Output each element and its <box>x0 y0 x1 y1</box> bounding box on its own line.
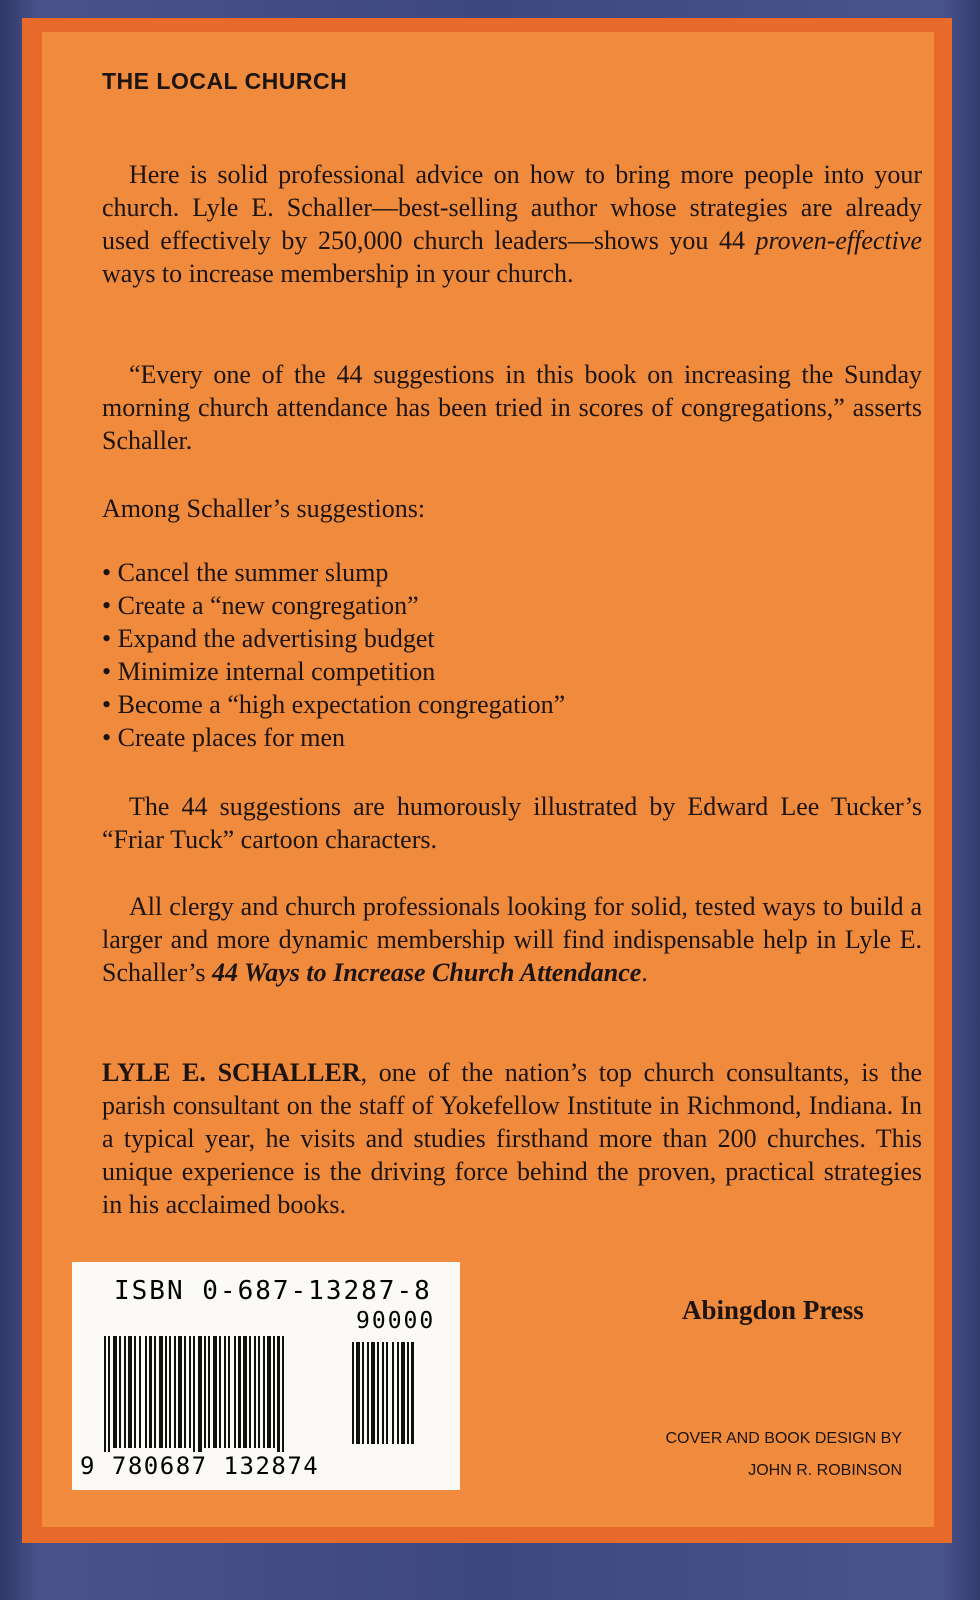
barcode-bar <box>184 1336 186 1448</box>
closing-text: All clergy and church professionals looking for solid, tested ways to build a larger and more dynamic membership will find indispensable help in Lyle E. Schaller’s <box>102 892 922 987</box>
author-bio-text: , one of the nation’s top church consultants, is the parish consultant on the staff of Yokefellow Institute in Richmond, Indiana. In a typical year, he visits and studies firsthand more than 200 churches. This unique experience is the driving force behind the proven, practical strategies in his acclaimed books. <box>102 1058 922 1219</box>
suggestions-list <box>102 556 922 754</box>
barcode-bar <box>356 1342 360 1444</box>
barcode-bar <box>371 1342 375 1444</box>
list-item: • Become a “high expectation congregation” <box>102 688 922 721</box>
author-bio <box>102 1056 922 1221</box>
barcode-bar <box>198 1336 202 1464</box>
barcode-bar <box>386 1342 388 1444</box>
barcode-bar <box>382 1342 384 1444</box>
design-credit: COVER AND BOOK DESIGN BY <box>665 1430 902 1447</box>
suggestions-intro: Among Schaller’s suggestions: <box>102 494 426 523</box>
list-item: • Create places for men <box>102 721 922 754</box>
barcode-bar <box>249 1336 251 1448</box>
ean-digits: 9 780687 132874 <box>80 1452 320 1480</box>
barcode-bar <box>169 1336 171 1448</box>
barcode-bar <box>219 1336 221 1448</box>
barcode-bar <box>165 1336 167 1448</box>
isbn-number: ISBN 0-687-13287-8 <box>114 1276 432 1306</box>
barcode-bar <box>258 1336 260 1448</box>
barcode-bar <box>124 1336 126 1448</box>
list-item: • Create a “new congregation” <box>102 589 922 622</box>
designer-name: JOHN R. ROBINSON <box>748 1462 902 1479</box>
barcode-bar <box>392 1342 394 1444</box>
barcode-bar <box>282 1336 284 1464</box>
barcode-bar <box>119 1336 121 1448</box>
barcode-bar <box>224 1336 226 1448</box>
author-name: LYLE E. SCHALLER <box>102 1058 361 1087</box>
list-item: • Cancel the summer slump <box>102 556 922 589</box>
barcode-bar <box>128 1336 132 1448</box>
barcode-bar <box>174 1336 176 1448</box>
barcode-label <box>72 1262 460 1490</box>
closing-text-end: . <box>641 958 648 987</box>
book-title: 44 Ways to Increase Church Attendance <box>212 958 642 987</box>
barcode-bar <box>159 1336 163 1448</box>
barcode-bar <box>254 1336 256 1448</box>
barcode-bar <box>189 1336 191 1448</box>
barcode-bar <box>113 1336 117 1448</box>
barcode-bar <box>267 1336 271 1448</box>
intro-emphasis: proven-effective <box>755 226 922 255</box>
barcode-bar <box>228 1336 230 1448</box>
barcode-bar <box>234 1336 236 1448</box>
barcode-bar <box>273 1336 275 1448</box>
barcode-bar <box>193 1336 195 1464</box>
barcode-bar <box>243 1336 247 1448</box>
closing-paragraph <box>102 890 922 989</box>
barcode-bar <box>139 1336 141 1448</box>
barcode-bar <box>134 1336 136 1448</box>
barcode-bar <box>238 1336 241 1448</box>
intro-text: Here is solid professional advice on how to bring more people into your church. Lyle E. Schaller—best-selling author whose strategies are already used effectively by 250,000 church leaders—shows you 44 <box>102 160 922 255</box>
barcode-bar <box>208 1336 210 1448</box>
series-heading: THE LOCAL CHURCH <box>102 68 348 94</box>
barcode-bar <box>401 1342 405 1444</box>
barcode-bar <box>362 1342 364 1444</box>
barcode-bar <box>108 1336 110 1464</box>
barcode-bar <box>178 1336 182 1448</box>
price-code: 90000 <box>356 1308 436 1334</box>
barcode-bar <box>397 1342 399 1444</box>
ean-barcode <box>104 1336 344 1466</box>
barcode-bar <box>377 1342 379 1444</box>
barcode-bar <box>263 1336 265 1448</box>
barcode-bar <box>367 1342 369 1444</box>
barcode-bar <box>411 1342 414 1444</box>
barcode-bar <box>213 1336 217 1448</box>
barcode-bar <box>154 1336 156 1448</box>
barcode-bar <box>352 1342 354 1444</box>
illustrations-paragraph: The 44 suggestions are humorously illustrated by Edward Lee Tucker’s “Friar Tuck” cartoon characters. <box>102 792 922 854</box>
list-item: • Minimize internal competition <box>102 655 922 688</box>
barcode-bar <box>145 1336 147 1448</box>
publisher-name: Abingdon Press <box>682 1295 864 1325</box>
price-barcode <box>352 1342 444 1460</box>
barcode-bar <box>149 1336 152 1448</box>
intro-paragraph <box>102 158 922 290</box>
intro-text-end: ways to increase membership in your church. <box>102 259 574 288</box>
barcode-bar <box>407 1342 409 1444</box>
barcode-bar <box>204 1336 206 1448</box>
barcode-bar <box>277 1336 280 1464</box>
list-item: • Expand the advertising budget <box>102 622 922 655</box>
barcode-bar <box>104 1336 106 1464</box>
quote-paragraph: “Every one of the 44 suggestions in this book on increasing the Sunday morning church attendance has been tried in scores of congregations,” asserts Schaller. <box>102 360 922 455</box>
